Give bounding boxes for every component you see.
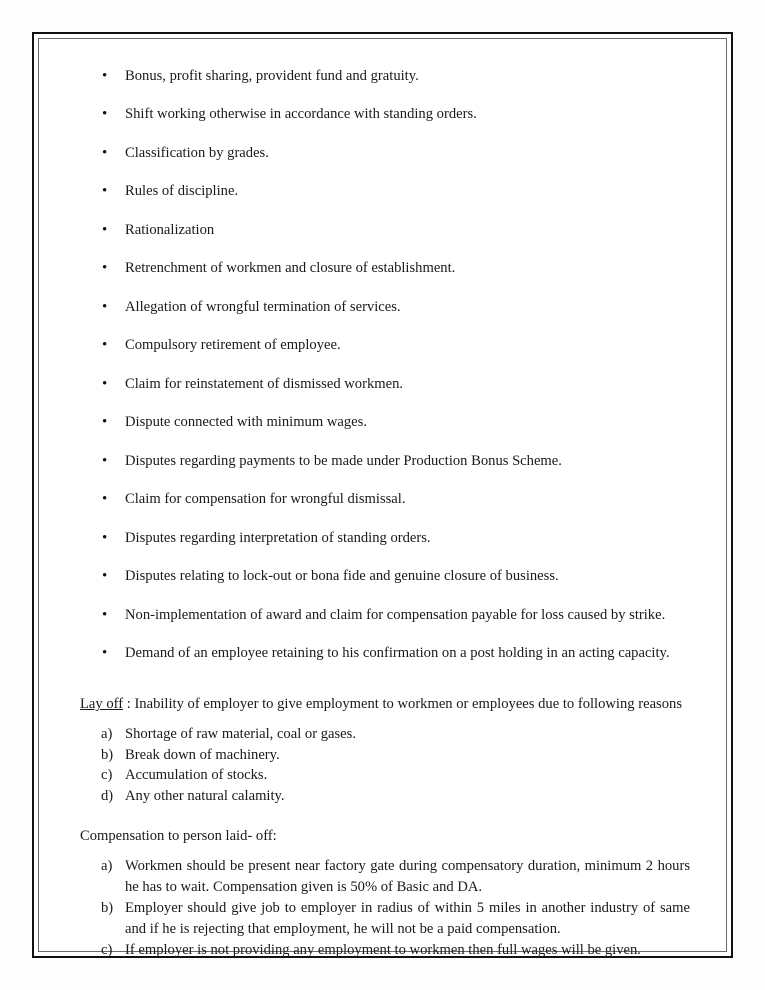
list-text: Accumulation of stocks. — [125, 767, 268, 784]
list-marker: d) — [101, 788, 114, 805]
list-item — [80, 724, 690, 745]
compensation-heading: Compensation to person laid- off: — [80, 827, 277, 844]
list-marker: c) — [101, 767, 113, 784]
list-item: • Rationalization — [80, 217, 690, 244]
list-item — [80, 856, 690, 898]
section-spacer — [80, 807, 690, 826]
list-marker: b) — [101, 746, 114, 763]
compensation-section — [80, 826, 690, 962]
list-text: Employer should give job to employer in radius of within 5 miles in another industry of same and if he is rejecting that employment, he will not be a paid compensation. — [125, 899, 690, 938]
layoff-reasons-list — [80, 724, 690, 807]
list-item — [80, 898, 690, 940]
list-item — [80, 745, 690, 766]
list-item: • Disputes regarding payments to be made under Production Bonus Scheme. — [80, 448, 690, 475]
list-text: Any other natural calamity. — [125, 788, 285, 805]
page-border-inner — [38, 38, 727, 959]
list-text: Break down of machinery. — [125, 746, 280, 763]
list-item: • Disputes relating to lock-out or bona fide and genuine closure of business. — [80, 563, 690, 590]
list-item: • Dispute connected with minimum wages. — [80, 409, 690, 436]
layoff-term: Lay off — [80, 696, 124, 713]
document-body — [80, 63, 690, 961]
list-item: • Non-implementation of award and claim for compensation payable for loss caused by strike. — [80, 602, 690, 629]
compensation-points-list — [80, 856, 690, 962]
list-text: Shortage of raw material, coal or gases. — [125, 725, 356, 742]
list-item: • Disputes regarding interpretation of standing orders. — [80, 525, 690, 552]
list-item: • Compulsory retirement of employee. — [80, 332, 690, 359]
list-marker: c) — [101, 942, 113, 959]
list-item: • Shift working otherwise in accordance with standing orders. — [80, 101, 690, 128]
list-item: • Retrenchment of workmen and closure of establishment. — [80, 255, 690, 282]
list-marker: b) — [101, 899, 114, 916]
list-item — [80, 786, 690, 807]
layoff-section — [80, 693, 690, 806]
layoff-definition-text: : Inability of employer to give employment to workmen or employees due to following reasons — [123, 696, 682, 713]
list-item: • Allegation of wrongful termination of services. — [80, 294, 690, 321]
list-text: Workmen should be present near factory gate during compensatory duration, minimum 2 hours he has to wait. Compensation given is 50% of Basic and DA. — [125, 857, 690, 895]
list-item: • Classification by grades. — [80, 140, 690, 167]
list-item: • Rules of discipline. — [80, 178, 690, 205]
list-item — [80, 940, 690, 961]
list-item — [80, 765, 690, 786]
list-item: • Claim for reinstatement of dismissed workmen. — [80, 371, 690, 398]
list-item: • Claim for compensation for wrongful dismissal. — [80, 486, 690, 513]
list-item: • Demand of an employee retaining to his confirmation on a post holding in an acting capacity. — [80, 640, 690, 667]
list-text: If employer is not providing any employment to workmen then full wages will be given. — [125, 942, 641, 959]
list-item: • Bonus, profit sharing, provident fund and gratuity. — [80, 63, 690, 90]
page-border-outer — [32, 32, 733, 958]
industrial-disputes-bullet-list — [80, 63, 690, 667]
layoff-definition-paragraph — [80, 693, 690, 716]
list-marker: a) — [101, 857, 113, 874]
list-marker: a) — [101, 725, 113, 742]
